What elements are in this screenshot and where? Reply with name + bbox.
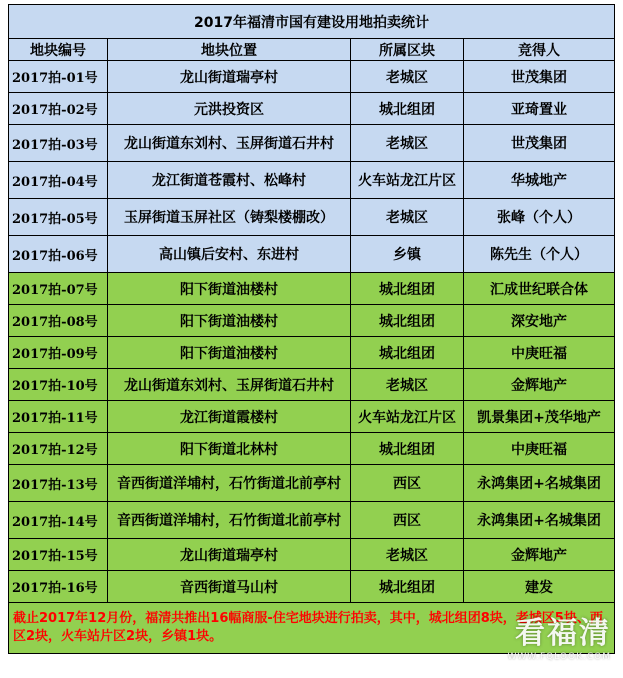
- table-title: 2017年福清市国有建设用地拍卖统计: [9, 5, 615, 39]
- cell-plot-location: 音西街道马山村: [108, 571, 351, 603]
- land-auction-sheet: [8, 4, 614, 654]
- cell-winner: 永鸿集团+名城集团: [464, 465, 615, 502]
- cell-plot-location: 元洪投资区: [108, 93, 351, 125]
- header-plot-code: 地块编号: [9, 39, 108, 61]
- cell-district: 老城区: [351, 125, 464, 162]
- header-winner: 竞得人: [464, 39, 615, 61]
- table-row: [9, 305, 615, 337]
- table-body: [9, 61, 615, 603]
- table-row: [9, 236, 615, 273]
- cell-district: 城北组团: [351, 273, 464, 305]
- table-row: [9, 273, 615, 305]
- cell-winner: 世茂集团: [464, 61, 615, 93]
- cell-plot-location: 阳下街道北林村: [108, 433, 351, 465]
- cell-plot-code: 2017拍-12号: [9, 433, 108, 465]
- table-row: [9, 199, 615, 236]
- watermark-url: WWW.FQLOOK.COM: [507, 652, 611, 662]
- cell-district: 乡镇: [351, 236, 464, 273]
- cell-winner: 陈先生（个人）: [464, 236, 615, 273]
- table-row: [9, 125, 615, 162]
- cell-plot-code: 2017拍-10号: [9, 369, 108, 401]
- cell-winner: 汇成世纪联合体: [464, 273, 615, 305]
- table-row: [9, 337, 615, 369]
- cell-plot-code: 2017拍-15号: [9, 539, 108, 571]
- summary-note-row: [9, 603, 615, 654]
- cell-plot-location: 阳下街道油楼村: [108, 337, 351, 369]
- cell-plot-code: 2017拍-09号: [9, 337, 108, 369]
- cell-district: 城北组团: [351, 571, 464, 603]
- cell-plot-location: 高山镇后安村、东进村: [108, 236, 351, 273]
- cell-district: 老城区: [351, 61, 464, 93]
- header-plot-location: 地块位置: [108, 39, 351, 61]
- cell-plot-location: 龙山街道东刘村、玉屏街道石井村: [108, 125, 351, 162]
- table-row: [9, 369, 615, 401]
- cell-district: 城北组团: [351, 433, 464, 465]
- table-row: [9, 93, 615, 125]
- cell-plot-location: 阳下街道油楼村: [108, 273, 351, 305]
- cell-plot-code: 2017拍-06号: [9, 236, 108, 273]
- table-row: [9, 162, 615, 199]
- cell-plot-location: 玉屏街道玉屏社区（铸梨楼棚改）: [108, 199, 351, 236]
- table-row: [9, 539, 615, 571]
- cell-winner: 深安地产: [464, 305, 615, 337]
- cell-winner: 金辉地产: [464, 369, 615, 401]
- cell-plot-code: 2017拍-03号: [9, 125, 108, 162]
- cell-district: 老城区: [351, 199, 464, 236]
- table-title-row: [9, 5, 615, 39]
- cell-plot-code: 2017拍-13号: [9, 465, 108, 502]
- table-row: [9, 433, 615, 465]
- cell-plot-location: 龙山街道瑞亭村: [108, 61, 351, 93]
- cell-plot-location: 音西街道洋埔村，石竹街道北前亭村: [108, 502, 351, 539]
- cell-district: 西区: [351, 502, 464, 539]
- land-auction-table: [8, 4, 615, 654]
- header-district: 所属区块: [351, 39, 464, 61]
- table-row: [9, 401, 615, 433]
- cell-plot-code: 2017拍-02号: [9, 93, 108, 125]
- cell-winner: 凯景集团+茂华地产: [464, 401, 615, 433]
- cell-plot-code: 2017拍-01号: [9, 61, 108, 93]
- cell-plot-location: 阳下街道油楼村: [108, 305, 351, 337]
- watermark-logo-text: 看福清: [515, 616, 611, 651]
- cell-district: 西区: [351, 465, 464, 502]
- cell-plot-location: 龙江街道霞楼村: [108, 401, 351, 433]
- table-row: [9, 465, 615, 502]
- cell-winner: 亚琦置业: [464, 93, 615, 125]
- table-row: [9, 571, 615, 603]
- cell-winner: 张峰（个人）: [464, 199, 615, 236]
- cell-plot-location: 龙江街道苍霞村、松峰村: [108, 162, 351, 199]
- cell-winner: 华城地产: [464, 162, 615, 199]
- cell-winner: 世茂集团: [464, 125, 615, 162]
- cell-plot-code: 2017拍-16号: [9, 571, 108, 603]
- cell-plot-code: 2017拍-14号: [9, 502, 108, 539]
- cell-winner: 永鸿集团+名城集团: [464, 502, 615, 539]
- table-row: [9, 61, 615, 93]
- cell-plot-code: 2017拍-05号: [9, 199, 108, 236]
- table-header-row: [9, 39, 615, 61]
- cell-district: 城北组团: [351, 337, 464, 369]
- cell-district: 城北组团: [351, 305, 464, 337]
- cell-district: 城北组团: [351, 93, 464, 125]
- cell-plot-code: 2017拍-07号: [9, 273, 108, 305]
- cell-plot-location: 龙山街道东刘村、玉屏街道石井村: [108, 369, 351, 401]
- cell-plot-code: 2017拍-04号: [9, 162, 108, 199]
- cell-district: 火车站龙江片区: [351, 162, 464, 199]
- cell-district: 火车站龙江片区: [351, 401, 464, 433]
- cell-plot-location: 音西街道洋埔村，石竹街道北前亭村: [108, 465, 351, 502]
- cell-district: 老城区: [351, 539, 464, 571]
- cell-district: 老城区: [351, 369, 464, 401]
- cell-plot-location: 龙山街道瑞亭村: [108, 539, 351, 571]
- table-row: [9, 502, 615, 539]
- cell-winner: 金辉地产: [464, 539, 615, 571]
- cell-winner: 中庚旺福: [464, 337, 615, 369]
- cell-winner: 中庚旺福: [464, 433, 615, 465]
- cell-plot-code: 2017拍-11号: [9, 401, 108, 433]
- summary-note: 截止2017年12月份，福清共推出16幅商服-住宅地块进行拍卖，其中，城北组团8块，老城区5块、西区2块，火车站片区2块，乡镇1块。: [9, 603, 615, 654]
- cell-winner: 建发: [464, 571, 615, 603]
- cell-plot-code: 2017拍-08号: [9, 305, 108, 337]
